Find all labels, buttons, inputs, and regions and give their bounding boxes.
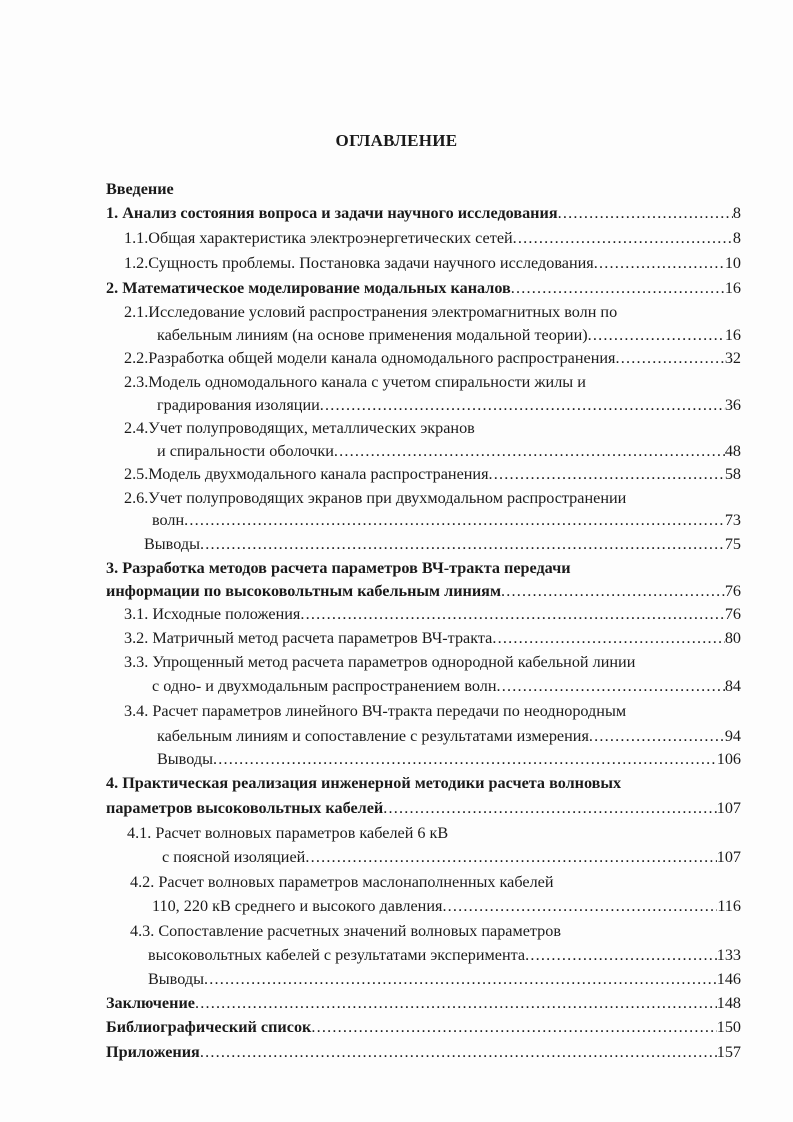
toc-entry	[130, 871, 554, 893]
toc-entry-title: 4.3. Сопоставление расчетных значений волновых параметров	[130, 922, 562, 940]
toc-entry-title: Библиографический список	[106, 1018, 312, 1036]
toc-entry-page: 116	[717, 897, 741, 915]
dot-leader	[184, 509, 725, 531]
toc-entry-title: Выводы	[144, 535, 200, 553]
toc-entry-title: Введение	[106, 180, 174, 198]
toc-entry-title: 1. Анализ состояния вопроса и задачи научного исследования	[106, 204, 558, 222]
toc-entry	[124, 463, 741, 485]
toc-entry	[106, 557, 571, 579]
toc-entry-title: 3.1. Исходные положения	[124, 605, 301, 623]
dot-leader	[588, 324, 725, 346]
toc-entry-page: 8	[732, 229, 741, 247]
toc-entry-title: кабельным линиям (на основе применения модальной теории)	[157, 326, 588, 344]
toc-entry-title: 1.2.Сущность проблемы. Постановка задачи научного исследования	[124, 254, 594, 272]
toc-entry	[106, 580, 741, 602]
toc-entry	[106, 772, 621, 794]
page-title: ОГЛАВЛЕНИЕ	[335, 131, 458, 150]
dot-leader	[204, 968, 717, 990]
dot-leader	[200, 1041, 717, 1063]
toc-entry	[124, 487, 626, 509]
toc-entry	[124, 651, 635, 673]
dot-leader	[383, 797, 716, 819]
toc-entry-page: 32	[724, 349, 741, 367]
dot-leader	[300, 603, 724, 625]
dot-leader	[513, 227, 733, 249]
dot-leader	[615, 347, 724, 369]
toc-entry	[157, 748, 741, 770]
toc-entry	[106, 277, 741, 299]
toc-entry-title: 3.4. Расчет параметров линейного ВЧ-тракта передачи по неоднородным	[124, 702, 627, 720]
toc-entry	[124, 417, 475, 439]
toc-entry-page: 75	[724, 535, 741, 553]
toc-entry	[157, 324, 741, 346]
toc-entry	[124, 301, 617, 323]
toc-entry-page: 76	[724, 582, 741, 600]
toc-entry-title: 2.6.Учет полупроводящих экранов при двухмодальном распространении	[124, 489, 627, 507]
toc-entry-title: 3.2. Матричный метод расчета параметров ВЧ-тракта	[124, 629, 493, 647]
toc-entry	[124, 252, 741, 274]
toc-entry-page: 107	[716, 799, 741, 817]
toc-entry-title: 110, 220 кВ среднего и высокого давления	[152, 897, 443, 915]
toc-entry	[106, 1041, 741, 1063]
toc-entry	[157, 394, 741, 416]
toc-entry-title: Приложения	[106, 1043, 200, 1061]
toc-entry	[106, 992, 741, 1014]
toc-entry-title: Заключение	[106, 994, 195, 1012]
toc-entry-title: 4.2. Расчет волновых параметров маслонаполненных кабелей	[130, 873, 554, 891]
toc-entry	[152, 675, 741, 697]
toc-entry-page: 48	[724, 442, 741, 460]
dot-leader	[200, 533, 725, 555]
toc-entry	[157, 725, 741, 747]
toc-entry	[148, 944, 741, 966]
toc-entry-title: 3.3. Упрощенный метод расчета параметров однородной кабельной линии	[124, 653, 636, 671]
dot-leader	[501, 580, 725, 602]
toc-entry-title: 2.3.Модель одномодального канала с учетом спиральности жилы и	[124, 373, 586, 391]
dot-leader	[334, 440, 725, 462]
toc-entry-title: Выводы	[157, 750, 213, 768]
toc-entry	[124, 627, 741, 649]
toc-entry-title: и спиральности оболочки	[157, 442, 334, 460]
dot-leader	[195, 992, 717, 1014]
toc-entry	[124, 700, 626, 722]
toc-entry-page: 106	[716, 750, 741, 768]
toc-entry	[148, 968, 741, 990]
dot-leader	[497, 675, 725, 697]
toc-entry	[162, 846, 741, 868]
toc-entry	[106, 1016, 741, 1038]
toc-entry-page: 10	[724, 254, 741, 272]
toc-entry-page: 58	[724, 465, 741, 483]
toc-entry-page: 150	[716, 1018, 741, 1036]
toc-entry	[152, 895, 741, 917]
toc-entry-title: 3. Разработка методов расчета параметров ВЧ-тракта передачи	[106, 559, 571, 577]
toc-entry-title: параметров высоковольтных кабелей	[106, 799, 384, 817]
toc-entry	[124, 371, 586, 393]
toc-entry-page: 16	[724, 326, 741, 344]
toc-entry-title: с поясной изоляцией	[162, 848, 306, 866]
toc-entry-page: 146	[716, 970, 741, 988]
toc-entry-title: информации по высоковольтным кабельным линиям	[106, 582, 501, 600]
toc-entry-page: 36	[724, 396, 741, 414]
toc-entry-page: 16	[724, 279, 741, 297]
toc-entry	[152, 509, 741, 531]
toc-entry-page: 8	[732, 204, 741, 222]
toc-entry-title: 2.4.Учет полупроводящих, металлических экранов	[124, 419, 475, 437]
dot-leader	[525, 944, 717, 966]
toc-entry-title: с одно- и двухмодальным распространением волн	[152, 677, 497, 695]
toc-entry-title: 2.5.Модель двухмодального канала распространения	[124, 465, 489, 483]
dot-leader	[594, 252, 725, 274]
toc-entry-title: 4. Практическая реализация инженерной методики расчета волновых	[106, 774, 622, 792]
dot-leader	[320, 394, 725, 416]
dot-leader	[305, 846, 716, 868]
dot-leader	[558, 202, 733, 224]
toc-entry-title: Выводы	[148, 970, 204, 988]
dot-leader	[213, 748, 717, 770]
toc-entry-title: волн	[152, 511, 185, 529]
toc-entry-page: 80	[724, 629, 741, 647]
toc-entry	[130, 920, 561, 942]
toc-entry	[157, 440, 741, 462]
toc-entry-page: 84	[724, 677, 741, 695]
toc-entry-page: 76	[724, 605, 741, 623]
toc-entry-page: 107	[716, 848, 741, 866]
toc-entry	[124, 603, 741, 625]
toc-entry-page: 148	[716, 994, 741, 1012]
toc-entry-page: 157	[716, 1043, 741, 1061]
dot-leader	[442, 895, 717, 917]
toc-entry	[106, 797, 741, 819]
toc-entry-page: 94	[724, 727, 741, 745]
dot-leader	[511, 277, 725, 299]
dot-leader	[311, 1016, 716, 1038]
toc-entry	[127, 822, 448, 844]
toc-entry-title: высоковольтных кабелей с результатами эксперимента	[148, 946, 526, 964]
toc-entry-title: 2.2.Разработка общей модели канала одномодального распространения	[124, 349, 616, 367]
toc-entry-page: 133	[716, 946, 741, 964]
dot-leader	[589, 725, 725, 747]
toc-entry-title: 4.1. Расчет волновых параметров кабелей 6 кВ	[127, 824, 449, 842]
toc-entry	[106, 202, 741, 224]
toc-entry	[144, 533, 741, 555]
toc-entry-title: градирования изоляции	[157, 396, 320, 414]
toc-entry-title: 1.1.Общая характеристика электроэнергетических сетей	[124, 229, 513, 247]
toc-entry	[124, 227, 741, 249]
dot-leader	[492, 627, 724, 649]
dot-leader	[489, 463, 725, 485]
toc-entry	[124, 347, 741, 369]
toc-entry-title: 2.1.Исследование условий распространения электромагнитных волн по	[124, 303, 618, 321]
toc-entry-title: кабельным линиям и сопоставление с результатами измерения	[157, 727, 589, 745]
toc-entry	[106, 178, 174, 200]
toc-entry-page: 73	[724, 511, 741, 529]
toc-entry-title: 2. Математическое моделирование модальных каналов	[106, 279, 511, 297]
